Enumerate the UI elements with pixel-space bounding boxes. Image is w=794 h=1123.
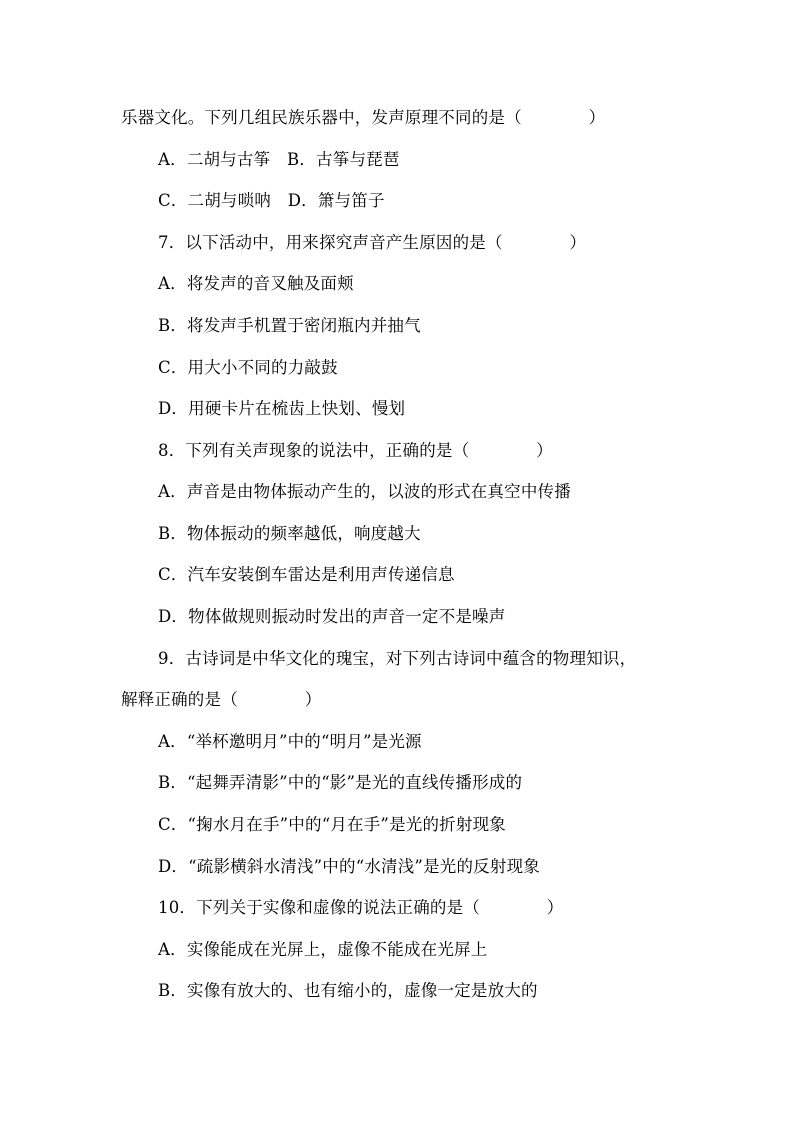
q8-option-a: A．声音是由物体振动产生的，以波的形式在真空中传播	[158, 482, 571, 501]
q8-option-d: D．物体做规则振动时发出的声音一定不是噪声	[158, 607, 506, 626]
q10-stem: 10．下列关于实像和虚像的说法正确的是（ ）	[158, 898, 564, 917]
q8-option-b: B．物体振动的频率越低，响度越大	[158, 524, 421, 543]
q9-option-c: C．“掬水月在手”中的“月在手”是光的折射现象	[158, 815, 506, 834]
q6-option-cd: C．二胡与唢呐 D．箫与笛子	[158, 191, 385, 210]
q7-option-b: B．将发声手机置于密闭瓶内并抽气	[158, 316, 421, 335]
q6-continuation: 乐器文化。下列几组民族乐器中，发声原理不同的是（ ）	[121, 108, 606, 127]
q9-option-b: B．“起舞弄清影”中的“影”是光的直线传播形成的	[158, 773, 523, 792]
q8-option-c: C．汽车安装倒车雷达是利用声传递信息	[158, 565, 455, 584]
q9-option-a: A．“举杯邀明月”中的“明月”是光源	[158, 732, 422, 751]
q7-option-d: D．用硬卡片在梳齿上快划、慢划	[158, 399, 406, 418]
q9-stem-continuation: 解释正确的是（ ）	[121, 690, 322, 709]
q7-stem: 7．以下活动中，用来探究声音产生原因的是（ ）	[158, 233, 587, 252]
q6-option-ab: A．二胡与古筝 B．古筝与琵琶	[158, 150, 400, 169]
q7-option-c: C．用大小不同的力敲鼓	[158, 358, 338, 377]
q8-stem: 8．下列有关声现象的说法中，正确的是（ ）	[158, 441, 553, 460]
q10-option-a: A．实像能成在光屏上，虚像不能成在光屏上	[158, 940, 488, 959]
q10-option-b: B．实像有放大的、也有缩小的，虚像一定是放大的	[158, 981, 538, 1000]
q9-stem: 9．古诗词是中华文化的瑰宝，对下列古诗词中蕴含的物理知识，	[158, 649, 637, 668]
q7-option-a: A．将发声的音叉触及面颊	[158, 274, 354, 293]
q9-option-d: D．“疏影横斜水清浅”中的“水清浅”是光的反射现象	[158, 857, 540, 876]
